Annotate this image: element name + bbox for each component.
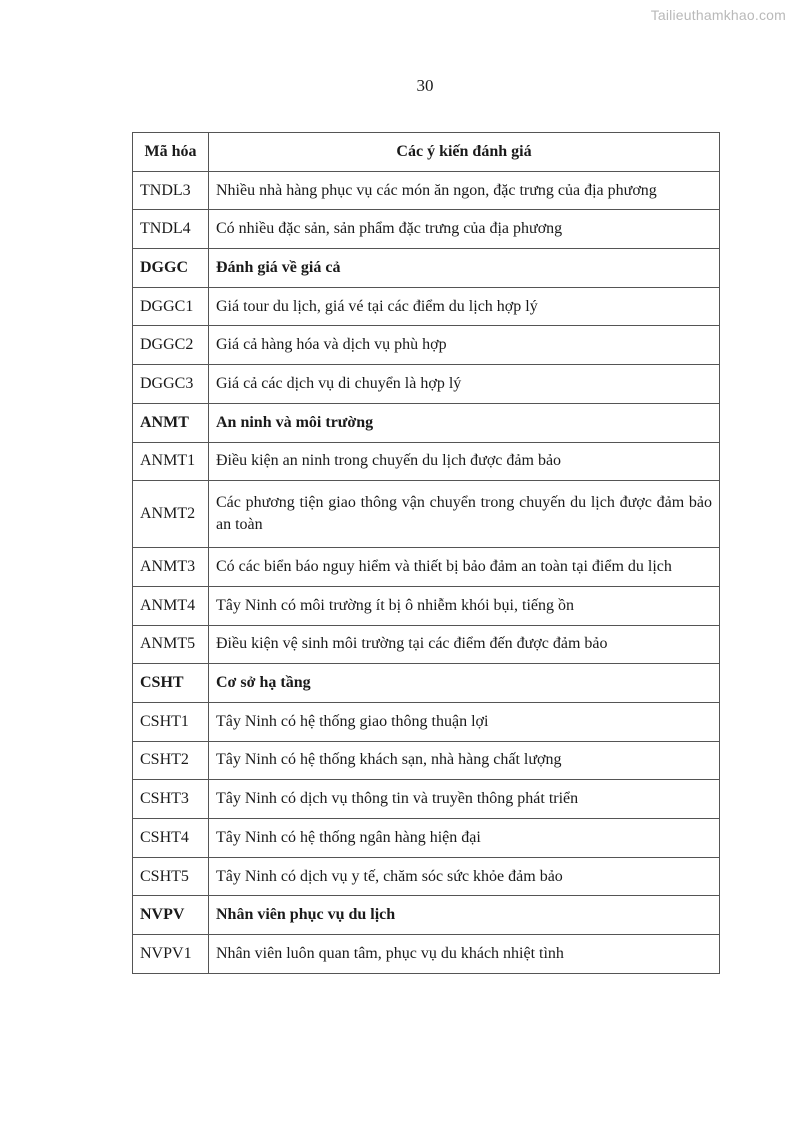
row-description: Giá cả các dịch vụ di chuyển là hợp lý xyxy=(209,365,720,404)
column-header-code: Mã hóa xyxy=(133,133,209,172)
table-row xyxy=(133,481,720,548)
page-number: 30 xyxy=(416,76,434,95)
watermark: Tailieuthamkhao.com xyxy=(650,7,786,23)
row-code: CSHT2 xyxy=(133,741,209,780)
table-row xyxy=(133,857,720,896)
group-header-row xyxy=(133,896,720,935)
table-row xyxy=(133,780,720,819)
row-code: ANMT2 xyxy=(133,481,209,548)
table-row xyxy=(133,702,720,741)
row-code: DGGC3 xyxy=(133,365,209,404)
row-description: Có các biển báo nguy hiểm và thiết bị bảo đảm an toàn tại điểm du lịch xyxy=(209,548,720,587)
evaluation-criteria-table xyxy=(132,132,720,974)
group-header-row xyxy=(133,403,720,442)
row-code: NVPV1 xyxy=(133,935,209,974)
table-row xyxy=(133,442,720,481)
row-description: Tây Ninh có dịch vụ thông tin và truyền thông phát triển xyxy=(209,780,720,819)
table-row xyxy=(133,548,720,587)
group-title: Cơ sở hạ tầng xyxy=(209,664,720,703)
group-code: DGGC xyxy=(133,249,209,288)
row-description: Nhân viên luôn quan tâm, phục vụ du khách nhiệt tình xyxy=(209,935,720,974)
table-header-row xyxy=(133,133,720,172)
table-row xyxy=(133,326,720,365)
row-code: CSHT1 xyxy=(133,702,209,741)
row-description: Tây Ninh có dịch vụ y tế, chăm sóc sức khỏe đảm bảo xyxy=(209,857,720,896)
row-description: Nhiều nhà hàng phục vụ các món ăn ngon, đặc trưng của địa phương xyxy=(209,171,720,210)
row-description: Điều kiện an ninh trong chuyến du lịch được đảm bảo xyxy=(209,442,720,481)
row-code: ANMT1 xyxy=(133,442,209,481)
group-code: NVPV xyxy=(133,896,209,935)
group-code: CSHT xyxy=(133,664,209,703)
table-row xyxy=(133,287,720,326)
row-code: DGGC1 xyxy=(133,287,209,326)
row-code: CSHT3 xyxy=(133,780,209,819)
table-row xyxy=(133,819,720,858)
group-title: Nhân viên phục vụ du lịch xyxy=(209,896,720,935)
row-code: DGGC2 xyxy=(133,326,209,365)
row-description: Giá cả hàng hóa và dịch vụ phù hợp xyxy=(209,326,720,365)
row-description: Tây Ninh có hệ thống ngân hàng hiện đại xyxy=(209,819,720,858)
table-row xyxy=(133,625,720,664)
row-code: ANMT4 xyxy=(133,586,209,625)
table-row xyxy=(133,586,720,625)
row-code: TNDL3 xyxy=(133,171,209,210)
column-header-description: Các ý kiến đánh giá xyxy=(209,133,720,172)
group-title: Đánh giá về giá cả xyxy=(209,249,720,288)
row-description: Tây Ninh có môi trường ít bị ô nhiễm khói bụi, tiếng ồn xyxy=(209,586,720,625)
row-description: Có nhiều đặc sản, sản phẩm đặc trưng của địa phương xyxy=(209,210,720,249)
row-description: Điều kiện vệ sinh môi trường tại các điểm đến được đảm bảo xyxy=(209,625,720,664)
row-code: CSHT5 xyxy=(133,857,209,896)
row-code: CSHT4 xyxy=(133,819,209,858)
row-code: ANMT3 xyxy=(133,548,209,587)
row-description: Giá tour du lịch, giá vé tại các điểm du lịch hợp lý xyxy=(209,287,720,326)
group-header-row xyxy=(133,664,720,703)
group-code: ANMT xyxy=(133,403,209,442)
row-code: TNDL4 xyxy=(133,210,209,249)
row-code: ANMT5 xyxy=(133,625,209,664)
table-row xyxy=(133,935,720,974)
group-header-row xyxy=(133,249,720,288)
table-row xyxy=(133,171,720,210)
table-row xyxy=(133,210,720,249)
table-row xyxy=(133,365,720,404)
table-row xyxy=(133,741,720,780)
row-description: Tây Ninh có hệ thống giao thông thuận lợi xyxy=(209,702,720,741)
row-description: Các phương tiện giao thông vận chuyển trong chuyến du lịch được đảm bảo an toàn xyxy=(209,481,720,548)
row-description: Tây Ninh có hệ thống khách sạn, nhà hàng chất lượng xyxy=(209,741,720,780)
group-title: An ninh và môi trường xyxy=(209,403,720,442)
